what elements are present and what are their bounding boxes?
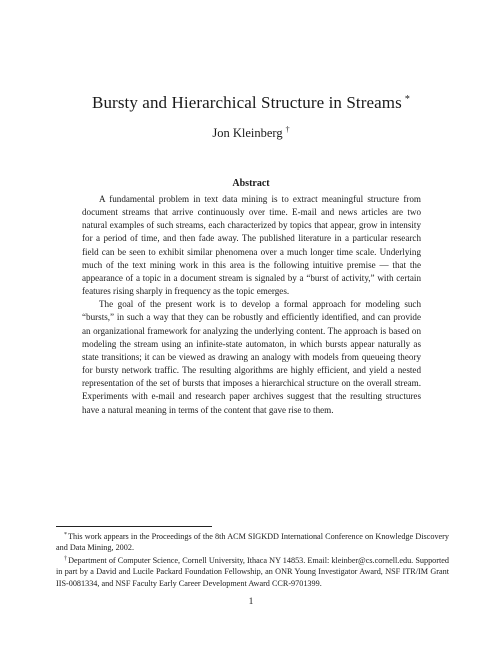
title-text: Bursty and Hierarchical Structure in Streams: [92, 93, 402, 112]
footnotes: [56, 530, 449, 589]
author-text: Jon Kleinberg: [212, 126, 283, 140]
author-footnote-mark: †: [285, 125, 290, 134]
abstract-body: [82, 193, 421, 417]
abstract-paragraph-2: The goal of the present work is to develop a formal approach for modeling such “bursts,” in such a way that they can be robustly and efficiently identified, and can provide an organizational framework for analyzing the underlying content. The approach is based on modeling the stream using an infinite-state automaton, in which bursts appear naturally as state transitions; it can be viewed as drawing an analogy with models from queueing theory for bursty network traffic. The resulting algorithms are highly efficient, and yield a nested representation of the set of bursts that imposes a hierarchical structure on the overall stream. Experiments with e-mail and research paper archives suggest that the resulting structures have a natural meaning in terms of the content that gave rise to them.: [82, 299, 421, 415]
title-footnote-mark: *: [404, 94, 410, 105]
abstract-heading: Abstract: [232, 178, 270, 189]
abstract-paragraph-1: A fundamental problem in text data mining is to extract meaningful structure from document streams that arrive continuously over time. E-mail and news articles are two natural examples of such streams, each characterized by topics that appear, grow in intensity for a period of time, and then fade away. The published literature in a particular research field can be seen to exhibit similar phenomena over a much longer time scale. Underlying much of the text mining work in this area is the following intuitive premise — that the appearance of a topic in a document stream is signaled by a “burst of activity,” with certain features rising sharply in frequency as the topic emerges.: [82, 194, 421, 297]
footnote-2: [56, 554, 449, 589]
page-number: 1: [248, 597, 254, 607]
footnote-1-text: This work appears in the Proceedings of the 8th ACM SIGKDD International Conference on Knowledge Discovery and Data Mining, 2002.: [56, 532, 449, 553]
paper-title: [0, 93, 502, 113]
footnote-1-mark: *: [64, 532, 67, 538]
author-name: [0, 125, 502, 141]
footnote-divider: [56, 526, 212, 527]
footnote-2-text: Department of Computer Science, Cornell University, Ithaca NY 14853. Email: kleinber@cs.cornell.edu. Supported in part by a David and Lucile Packard Foundation Fellowship, an ONR Young Investigator Award, NSF ITR/IM Grant IIS-0081334, and NSF Faculty Early Career Development Award CCR-9701399.: [56, 555, 449, 588]
footnote-2-mark: †: [64, 555, 68, 562]
footnote-1: [56, 530, 449, 554]
